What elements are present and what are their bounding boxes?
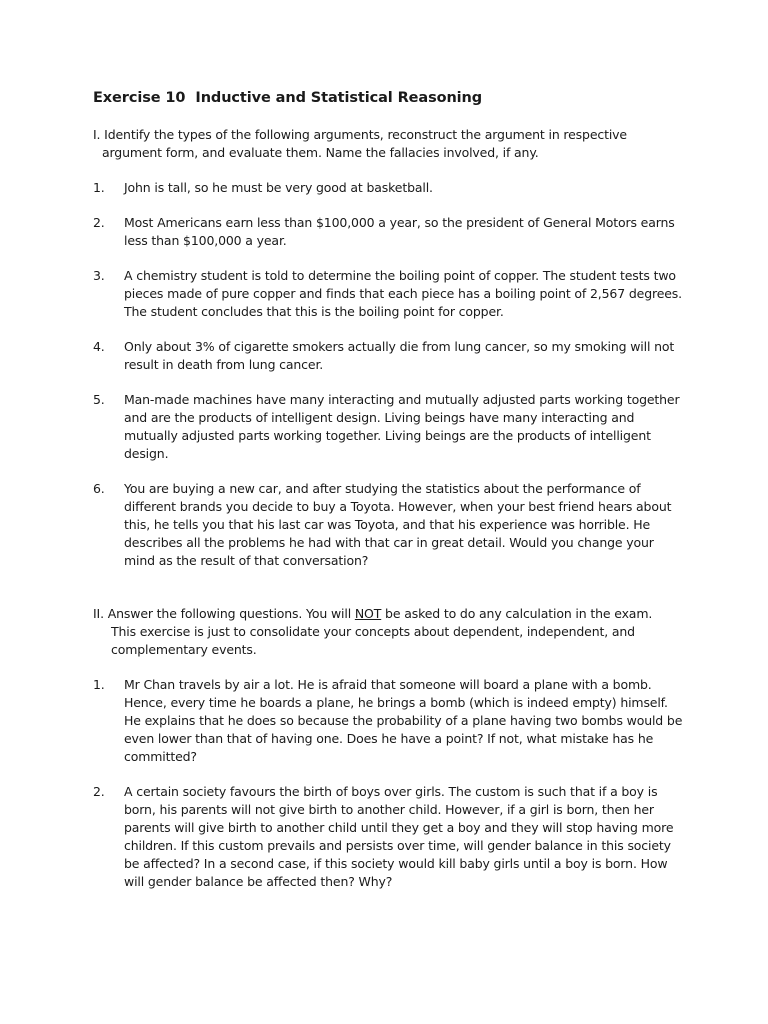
section-2-instructions: II. Answer the following questions. You will NOT be asked to do any calculation in the exam. This exercise is just to consolidate your concepts about dependent, independent, and complementary events. <box>93 606 653 657</box>
item-number: 2. <box>93 215 105 230</box>
section-1-list <box>93 179 683 570</box>
list-item <box>93 214 683 250</box>
item-text: Mr Chan travels by air a lot. He is afraid that someone will board a plane with a bomb. Hence, every time he boards a plane, he brings a bomb (which is indeed empty) himself. He explains that he does so because the probability of a plane having two bombs would be even lower than that of having one. Does he have a point? If not, what mistake has he committed? <box>124 677 683 764</box>
item-number: 4. <box>93 339 105 354</box>
list-item <box>93 179 683 197</box>
item-number: 3. <box>93 268 105 283</box>
item-text: John is tall, so he must be very good at basketball. <box>124 180 433 195</box>
item-text: You are buying a new car, and after studying the statistics about the performance of different brands you decide to buy a Toyota. However, when your best friend hears about this, he tells you that his last car was Toyota, and that his experience was horrible. He describes all the problems he had with that car in great detail. Would you change your mind as the result of that conversation? <box>124 481 672 568</box>
emphasis-not: NOT <box>354 606 382 621</box>
list-item <box>93 391 683 463</box>
exercise-topic: Inductive and Statistical Reasoning <box>195 90 483 106</box>
section-2-list <box>93 676 683 891</box>
item-number: 2. <box>93 784 105 799</box>
item-text: A certain society favours the birth of boys over girls. The custom is such that if a boy is born, his parents will not give birth to another child. However, if a girl is born, then her parents will give birth to another child until they get a boy and they will stop having more children. If this custom prevails and persists over time, will gender balance in this society be affected? In a second case, if this society would kill baby girls until a boy is born. How will gender balance be affected then? Why? <box>124 784 674 889</box>
list-item <box>93 783 683 891</box>
item-number: 6. <box>93 481 105 496</box>
item-number: 1. <box>93 180 105 195</box>
list-item <box>93 338 683 374</box>
list-item <box>93 676 683 766</box>
item-text: A chemistry student is told to determine the boiling point of copper. The student tests two pieces made of pure copper and finds that each piece has a boiling point of 2,567 degrees. The student concludes that this is the boiling point for copper. <box>124 268 682 319</box>
list-item <box>93 480 683 570</box>
item-number: 5. <box>93 392 105 407</box>
item-text: Most Americans earn less than $100,000 a year, so the president of General Motors earns less than $100,000 a year. <box>124 215 675 248</box>
exercise-title <box>93 88 683 108</box>
exercise-number: Exercise 10 <box>93 90 186 106</box>
document-page <box>93 88 683 908</box>
list-item <box>93 267 683 321</box>
item-text: Man-made machines have many interacting and mutually adjusted parts working together and are the products of intelligent design. Living beings have many interacting and mutually adjusted parts working together. Living beings are the products of intelligent design. <box>124 392 680 461</box>
item-text: Only about 3% of cigarette smokers actually die from lung cancer, so my smoking will not result in death from lung cancer. <box>124 339 675 372</box>
section-1-instructions: I. Identify the types of the following arguments, reconstruct the argument in respective argument form, and evaluate them. Name the fallacies involved, if any. <box>93 127 627 160</box>
item-number: 1. <box>93 677 105 692</box>
